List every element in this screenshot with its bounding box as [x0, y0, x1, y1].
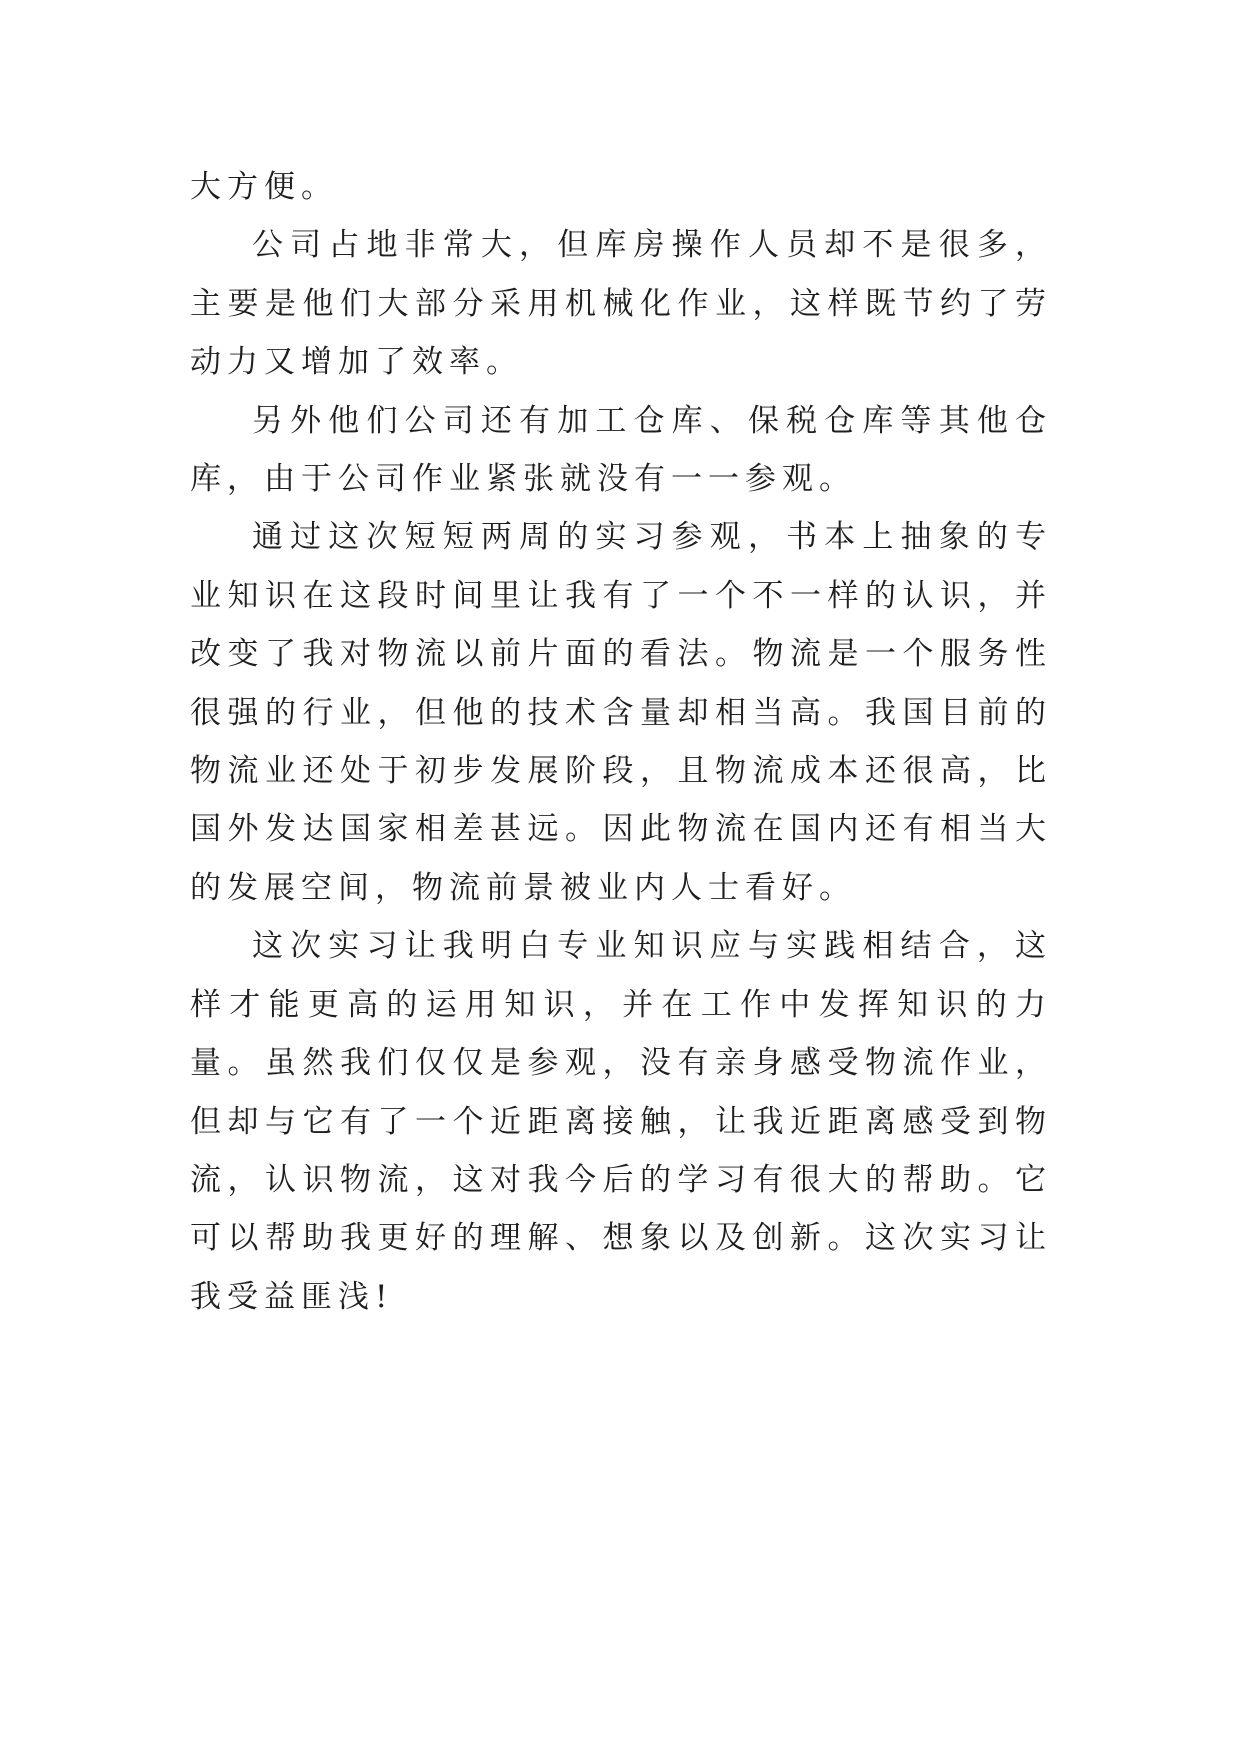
paragraph-conclusion: 这次实习让我明白专业知识应与实践相结合，这样才能更高的运用知识，并在工作中发挥知识的力量。虽然我们仅仅是参观，没有亲身感受物流作业，但却与它有了一个近距离接触，让我近距离感受到物流，认识物流，这对我今后的学习有很大的帮助。它可以帮助我更好的理解、想象以及创新。这次实习让我受益匪浅!	[190, 928, 1052, 1315]
paragraph-internship-reflection: 通过这次短短两周的实习参观，书本上抽象的专业知识在这段时间里让我有了一个不一样的认识，并改变了我对物流以前片面的看法。物流是一个服务性很强的行业，但他的技术含量却相当高。我国目前的物流业还处于初步发展阶段，且物流成本还很高，比国外发达国家相差甚远。因此物流在国内还有相当大的发展空间，物流前景被业内人士看好。	[190, 519, 1052, 906]
paragraph-warehouse-staff: 公司占地非常大，但库房操作人员却不是很多，主要是他们大部分采用机械化作业，这样既节约了劳动力又增加了效率。	[190, 227, 1052, 381]
paragraph-continuation: 大方便。	[190, 169, 338, 205]
document-body	[190, 158, 1052, 1326]
paragraph-other-warehouses: 另外他们公司还有加工仓库、保税仓库等其他仓库，由于公司作业紧张就没有一一参观。	[190, 402, 1052, 498]
